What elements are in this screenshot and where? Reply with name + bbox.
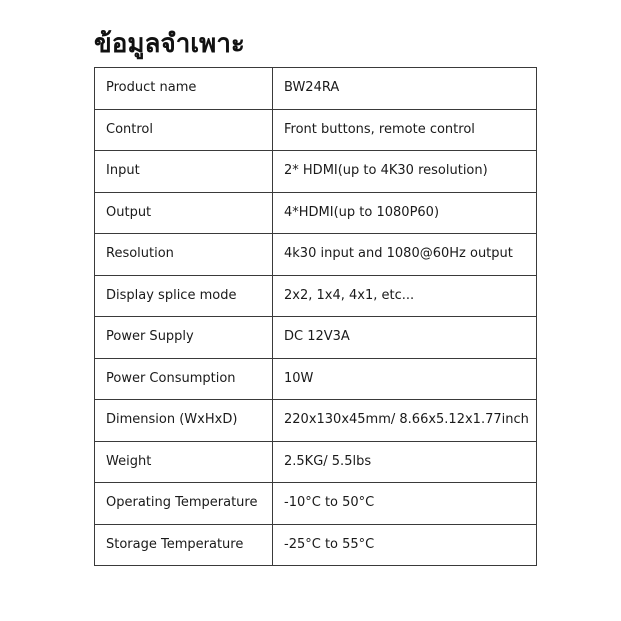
- spec-label: Storage Temperature: [95, 524, 273, 566]
- spec-label: Power Supply: [95, 317, 273, 359]
- spec-row-output: [95, 192, 537, 234]
- spec-label: Power Consumption: [95, 358, 273, 400]
- spec-row-power-supply: [95, 317, 537, 359]
- spec-value: 10W: [273, 358, 537, 400]
- spec-row-dimension: [95, 400, 537, 442]
- spec-label: Control: [95, 109, 273, 151]
- spec-label: Output: [95, 192, 273, 234]
- spec-label: Display splice mode: [95, 275, 273, 317]
- spec-row-control: [95, 109, 537, 151]
- spec-row-resolution: [95, 234, 537, 276]
- spec-value: BW24RA: [273, 68, 537, 110]
- spec-label: Product name: [95, 68, 273, 110]
- spec-value: -10°C to 50°C: [273, 483, 537, 525]
- spec-value: 2x2, 1x4, 4x1, etc...: [273, 275, 537, 317]
- spec-row-storage-temperature: [95, 524, 537, 566]
- spec-row-power-consumption: [95, 358, 537, 400]
- spec-value: -25°C to 55°C: [273, 524, 537, 566]
- spec-value: 2* HDMI(up to 4K30 resolution): [273, 151, 537, 193]
- spec-label: Operating Temperature: [95, 483, 273, 525]
- spec-value: Front buttons, remote control: [273, 109, 537, 151]
- spec-value: 4k30 input and 1080@60Hz output: [273, 234, 537, 276]
- spec-row-display-splice-mode: [95, 275, 537, 317]
- spec-value: 2.5KG/ 5.5lbs: [273, 441, 537, 483]
- spec-label: Dimension (WxHxD): [95, 400, 273, 442]
- spec-label: Weight: [95, 441, 273, 483]
- spec-label: Input: [95, 151, 273, 193]
- spec-row-weight: [95, 441, 537, 483]
- spec-value: 4*HDMI(up to 1080P60): [273, 192, 537, 234]
- spec-value: 220x130x45mm/ 8.66x5.12x1.77inch: [273, 400, 537, 442]
- spec-row-input: [95, 151, 537, 193]
- spec-table: [94, 67, 537, 566]
- spec-row-product-name: [95, 68, 537, 110]
- spec-value: DC 12V3A: [273, 317, 537, 359]
- spec-label: Resolution: [95, 234, 273, 276]
- spec-row-operating-temperature: [95, 483, 537, 525]
- page-title: ข้อมูลจำเพาะ: [94, 29, 245, 59]
